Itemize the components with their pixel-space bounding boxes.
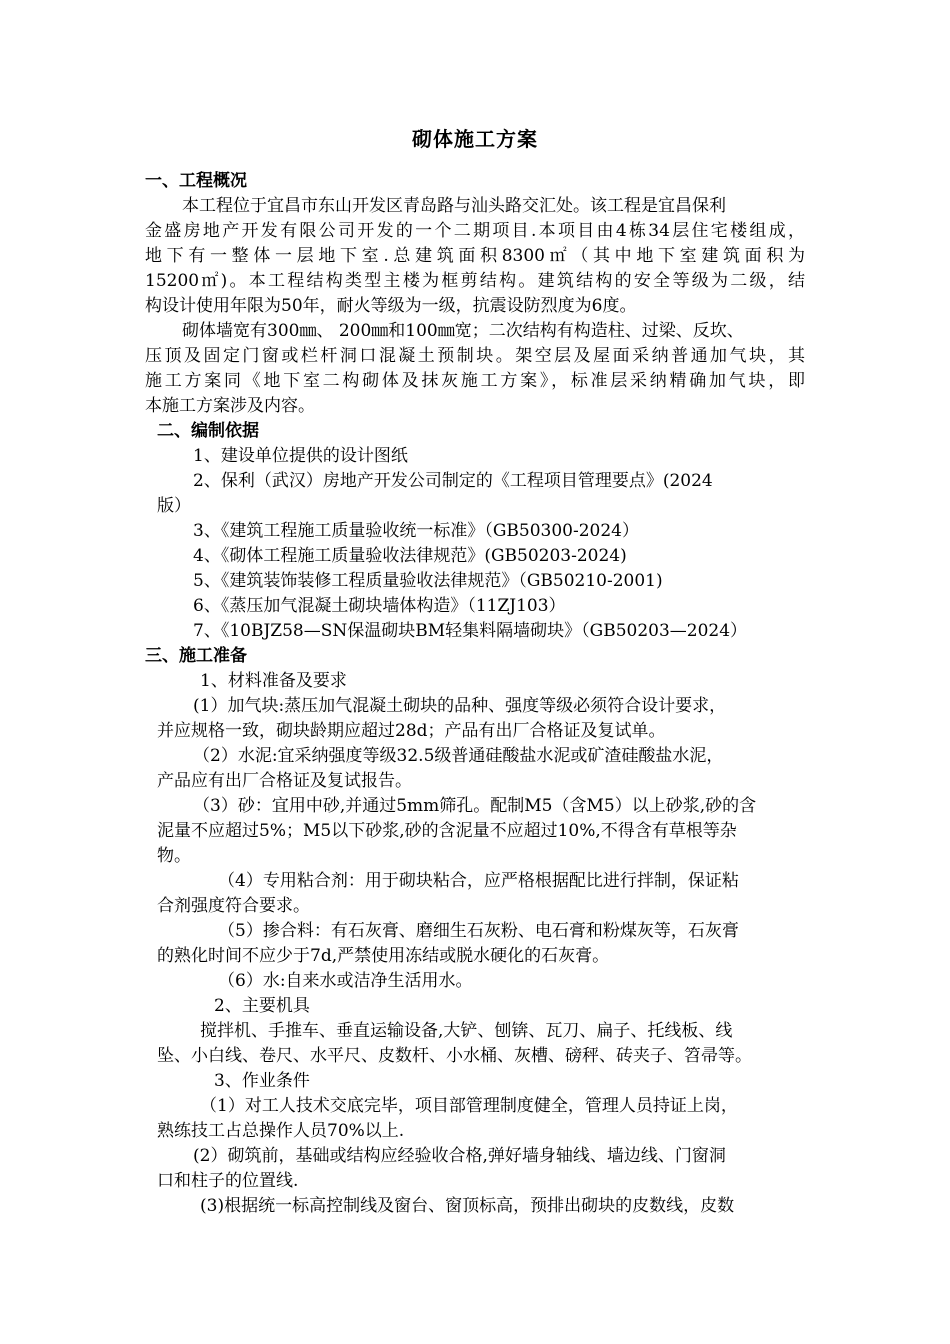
- paragraph-line: 本工程位于宜昌市东山开发区青岛路与汕头路交汇处。该工程是宜昌保利: [182, 196, 726, 216]
- paragraph-line: （5）掺合料：有石灰膏、磨细生石灰粉、电石膏和粉煤灰等，石灰膏: [218, 921, 739, 941]
- paragraph-line: 砌体墙宽有300㎜、 200㎜和100㎜宽；二次结构有构造柱、过梁、反坎、: [182, 321, 744, 341]
- list-item: 7、《10BJZ58—SN保温砌块BM轻集料隔墙砌块》（GB50203—2024）: [193, 621, 748, 641]
- paragraph-line: （4）专用粘合剂：用于砌块粘合，应严格根据配比进行拌制，保证粘: [218, 871, 739, 891]
- list-item: 6、《蒸压加气混凝土砌块墙体构造》（11ZJ103）: [193, 596, 566, 616]
- list-item: 2、保利（武汉）房地产开发公司制定的《工程项目管理要点》(2024: [193, 471, 713, 491]
- paragraph-line: （1）对工人技术交底完毕，项目部管理制度健全，管理人员持证上岗，: [200, 1096, 738, 1116]
- list-item: 1、建设单位提供的设计图纸: [193, 446, 408, 466]
- paragraph-line: 15200㎡)。本工程结构类型主楼为框剪结构。建筑结构的安全等级为二级，结: [145, 271, 805, 291]
- paragraph-line: 物。: [157, 846, 191, 866]
- sub-heading: 3、作业条件: [214, 1071, 310, 1091]
- paragraph-line: （6）水:自来水或洁净生活用水。: [218, 971, 473, 991]
- section-heading-3: 三、施工准备: [145, 646, 247, 666]
- paragraph-line: 泥量不应超过5%；M5以下砂浆,砂的含泥量不应超过10%,不得含有草根等杂: [157, 821, 737, 841]
- paragraph-line: 产品应有出厂合格证及复试报告。: [157, 771, 412, 791]
- section-heading-1: 一、工程概况: [145, 171, 247, 191]
- paragraph-line: (2）砌筑前，基础或结构应经验收合格,弹好墙身轴线、墙边线、门窗洞: [193, 1146, 726, 1166]
- list-item: 3、《建筑工程施工质量验收统一标准》（GB50300-2024）: [193, 521, 639, 541]
- paragraph-line: 熟练技工占总操作人员70%以上.: [157, 1121, 405, 1141]
- paragraph-line: (3)根据统一标高控制线及窗台、窗顶标高，预排出砌块的皮数线，皮数: [200, 1196, 735, 1216]
- sub-heading: 2、主要机具: [214, 996, 310, 1016]
- list-item: 4、《砌体工程施工质量验收法律规范》(GB50203-2024): [193, 546, 627, 566]
- document-title: 砌体施工方案: [412, 127, 538, 151]
- paragraph-line: 压顶及固定门窗或栏杆洞口混凝土预制块。架空层及屋面采纳普通加气块，其: [145, 346, 805, 366]
- paragraph-line: (1）加气块:蒸压加气混凝土砌块的品种、强度等级必须符合设计要求，: [193, 696, 727, 716]
- paragraph-line: 口和柱子的位置线.: [157, 1171, 299, 1191]
- section-heading-2: 二、编制依据: [157, 421, 259, 441]
- paragraph-line: 并应规格一致，砌块龄期应超过28d；产品有出厂合格证及复试单。: [157, 721, 666, 741]
- paragraph-line: 合剂强度符合要求。: [157, 896, 310, 916]
- paragraph-line: 搅拌机、手推车、垂直运输设备,大铲、刨锛、瓦刀、扁子、托线板、线: [200, 1021, 733, 1041]
- sub-heading: 1、材料准备及要求: [200, 671, 347, 691]
- paragraph-line: 金盛房地产开发有限公司开发的一个二期项目.本项目由4栋34层住宅楼组成，: [145, 221, 805, 241]
- list-item: 版）: [157, 496, 191, 516]
- paragraph-line: 地下有一整体一层地下室.总建筑面积8300㎡（其中地下室建筑面积为: [145, 246, 805, 266]
- paragraph-line: 坠、小白线、卷尺、水平尺、皮数杆、小水桶、灰槽、磅秤、砖夹子、笤帚等。: [157, 1046, 752, 1066]
- list-item: 5、《建筑装饰装修工程质量验收法律规范》（GB50210-2001): [193, 571, 663, 591]
- paragraph-line: （2）水泥:宜采纳强度等级32.5级普通硅酸盐水泥或矿渣硅酸盐水泥，: [193, 746, 724, 766]
- paragraph-line: 构设计使用年限为50年，耐火等级为一级，抗震设防烈度为6度。: [145, 296, 637, 316]
- paragraph-line: 本施工方案涉及内容。: [145, 396, 315, 416]
- paragraph-line: （3）砂：宜用中砂,并通过5mm筛孔。配制M5（含M5）以上砂浆,砂的含: [193, 796, 757, 816]
- paragraph-line: 的熟化时间不应少于7d,严禁使用冻结或脱水硬化的石灰膏。: [157, 946, 610, 966]
- paragraph-line: 施工方案同《地下室二构砌体及抹灰施工方案》，标准层采纳精确加气块，即: [145, 371, 805, 391]
